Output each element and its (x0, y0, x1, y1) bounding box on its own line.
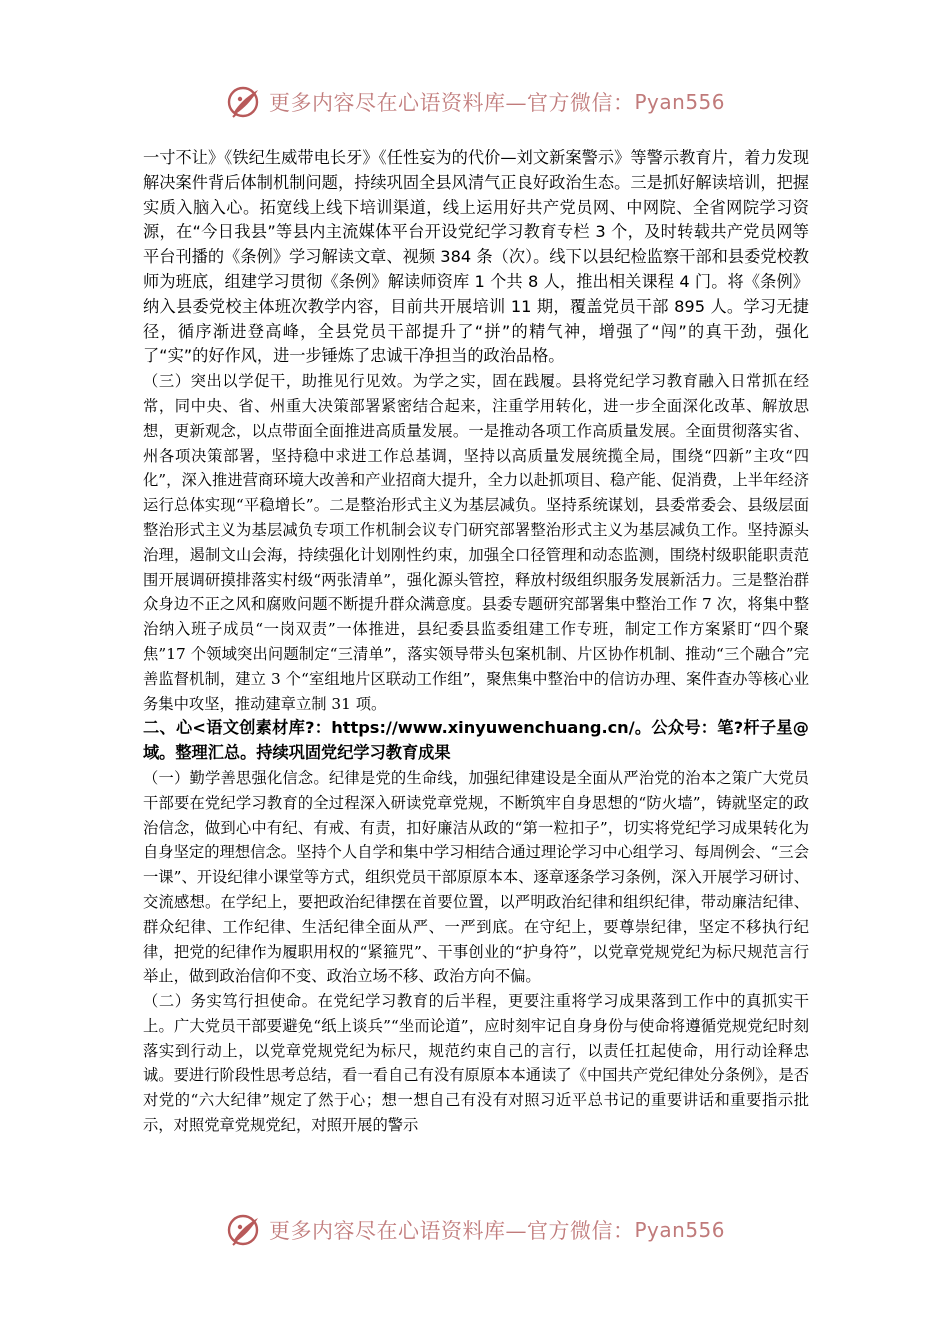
watermark-footer (0, 1210, 950, 1250)
paragraph: （二）务实笃行担使命。在党纪学习教育的后半程，更要注重将学习成果落到工作中的真抓实干上。广大党员干部要避免“纸上谈兵”“坐而论道”，应时刻牢记自身身份与使命将遵循党规党纪时刻落实到行动上，以党章党规党纪为标尺，规范约束自己的言行，以责任扛起使命，用行动诠释忠诚。要进行阶段性思考总结，看一看自己有没有原原本本通读了《中国共产党纪律处分条例》，是否对党的“六大纪律”规定了然于心；想一想自己有没有对照习近平总书记的重要讲话和重要指示批示，对照党章党规党纪，对照开展的警示 (143, 992, 809, 1135)
section-heading: 二、心<语文创素材库?：https://www.xinyuwenchuang.cn/。公众号：笔?杆子星@域。整理汇总。持续巩固党纪学习教育成果 (143, 718, 809, 763)
paragraph: 一寸不让》《铁纪生威带电长牙》《任性妄为的代价—刘文新案警示》等警示教育片，着力发现解决案件背后体制机制问题，持续巩固全县风清气正良好政治生态。三是抓好解读培训，把握实质入脑入心。拓宽线上线下培训渠道，线上运用好共产党员网、中网院、全省网院学习资源，在“今日我县”等县内主流媒体平台开设党纪学习教育专栏 3 个，及时转载共产党员网等平台刊播的《条例》学习解读文章、视频 384 条（次）。线下以县纪检监察干部和县委党校教师为班底，组建学习贯彻《条例》解读师资库 1 个共 8 人，推出相关课程 4 门。将《条例》纳入县委党校主体班次教学内容，目前共开展培训 11 期，覆盖党员干部 895 人。学习无捷径，循序渐进登高峰，全县党员干部提升了“拼”的精气神，增强了“闯”的真干劲，强化了“实”的好作风，进一步锤炼了忠诚干净担当的政治品格。 (143, 148, 809, 366)
pen-leaf-logo-icon (225, 1212, 265, 1248)
document-body (143, 146, 809, 1138)
pen-leaf-logo-icon (225, 84, 265, 120)
paragraph: （一）勤学善思强化信念。纪律是党的生命线，加强纪律建设是全面从严治党的治本之策广大党员干部要在党纪学习教育的全过程深入研读党章党规，不断筑牢自身思想的“防火墙”，铸就坚定的政治信念，做到心中有纪、有戒、有责，扣好廉洁从政的“第一粒扣子”，切实将党纪学习成果转化为自身坚定的理想信念。坚持个人自学和集中学习相结合通过理论学习中心组学习、每周例会、“三会一课”、开设纪律小课堂等方式，组织党员干部原原本本、逐章逐条学习条例，深入开展学习研讨、交流感想。在学纪上，要把政治纪律摆在首要位置，以严明政治纪律和组织纪律，带动廉洁纪律、群众纪律、工作纪律、生活纪律全面从严、一严到底。在守纪上，要尊崇纪律，坚定不移执行纪律，把党的纪律作为履职用权的“紧箍咒”、干事创业的“护身符”，以党章党规党纪为标尺规范言行举止，做到政治信仰不变、政治立场不移、政治方向不偏。 (143, 768, 809, 986)
watermark-text: 更多内容尽在心语资料库—官方微信： (268, 1219, 635, 1243)
watermark-wechat-id: Pyan556 (634, 1218, 725, 1242)
watermark-wechat-id: Pyan556 (634, 90, 725, 114)
paragraph: （三）突出以学促干，助推见行见效。为学之实，固在践履。县将党纪学习教育融入日常抓在经常，同中央、省、州重大决策部署紧密结合起来，注重学用转化，进一步全面深化改革、解放思想，更新观念，以点带面全面推进高质量发展。一是推动各项工作高质量发展。全面贯彻落实省、州各项决策部署，坚持稳中求进工作总基调，坚持以高质量发展统揽全局，围绕“四新”主攻“四化”，深入推进营商环境大改善和产业招商大提升，全力以赴抓项目、稳产能、促消费，上半年经济运行总体实现“平稳增长”。二是整治形式主义为基层减负。坚持系统谋划，县委常委会、县级层面整治形式主义为基层减负专项工作机制会议专门研究部署整治形式主义为基层减负工作。坚持源头治理，遏制文山会海，持续强化计划刚性约束，加强全口径管理和动态监测，围绕村级职能职责范围开展调研摸排落实村级“两张清单”，强化源头管控，释放村级组织服务发展新活力。三是整治群众身边不正之风和腐败问题不断提升群众满意度。县委专题研究部署集中整治工作 7 次，将集中整治纳入班子成员“一岗双责”一体推进，县纪委县监委组建工作专班，制定工作方案紧盯“四个聚焦”17 个领域突出问题制定“三清单”，落实领导带头包案机制、片区协作机制、推动“三个融合”完善监督机制，建立 3 个“室组地片区联动工作组”，聚焦集中整治中的信访办理、案件查办等核心业务集中攻坚，推动建章立制 31 项。 (143, 372, 809, 713)
watermark-text: 更多内容尽在心语资料库—官方微信： (268, 91, 635, 115)
watermark-header (0, 82, 950, 122)
